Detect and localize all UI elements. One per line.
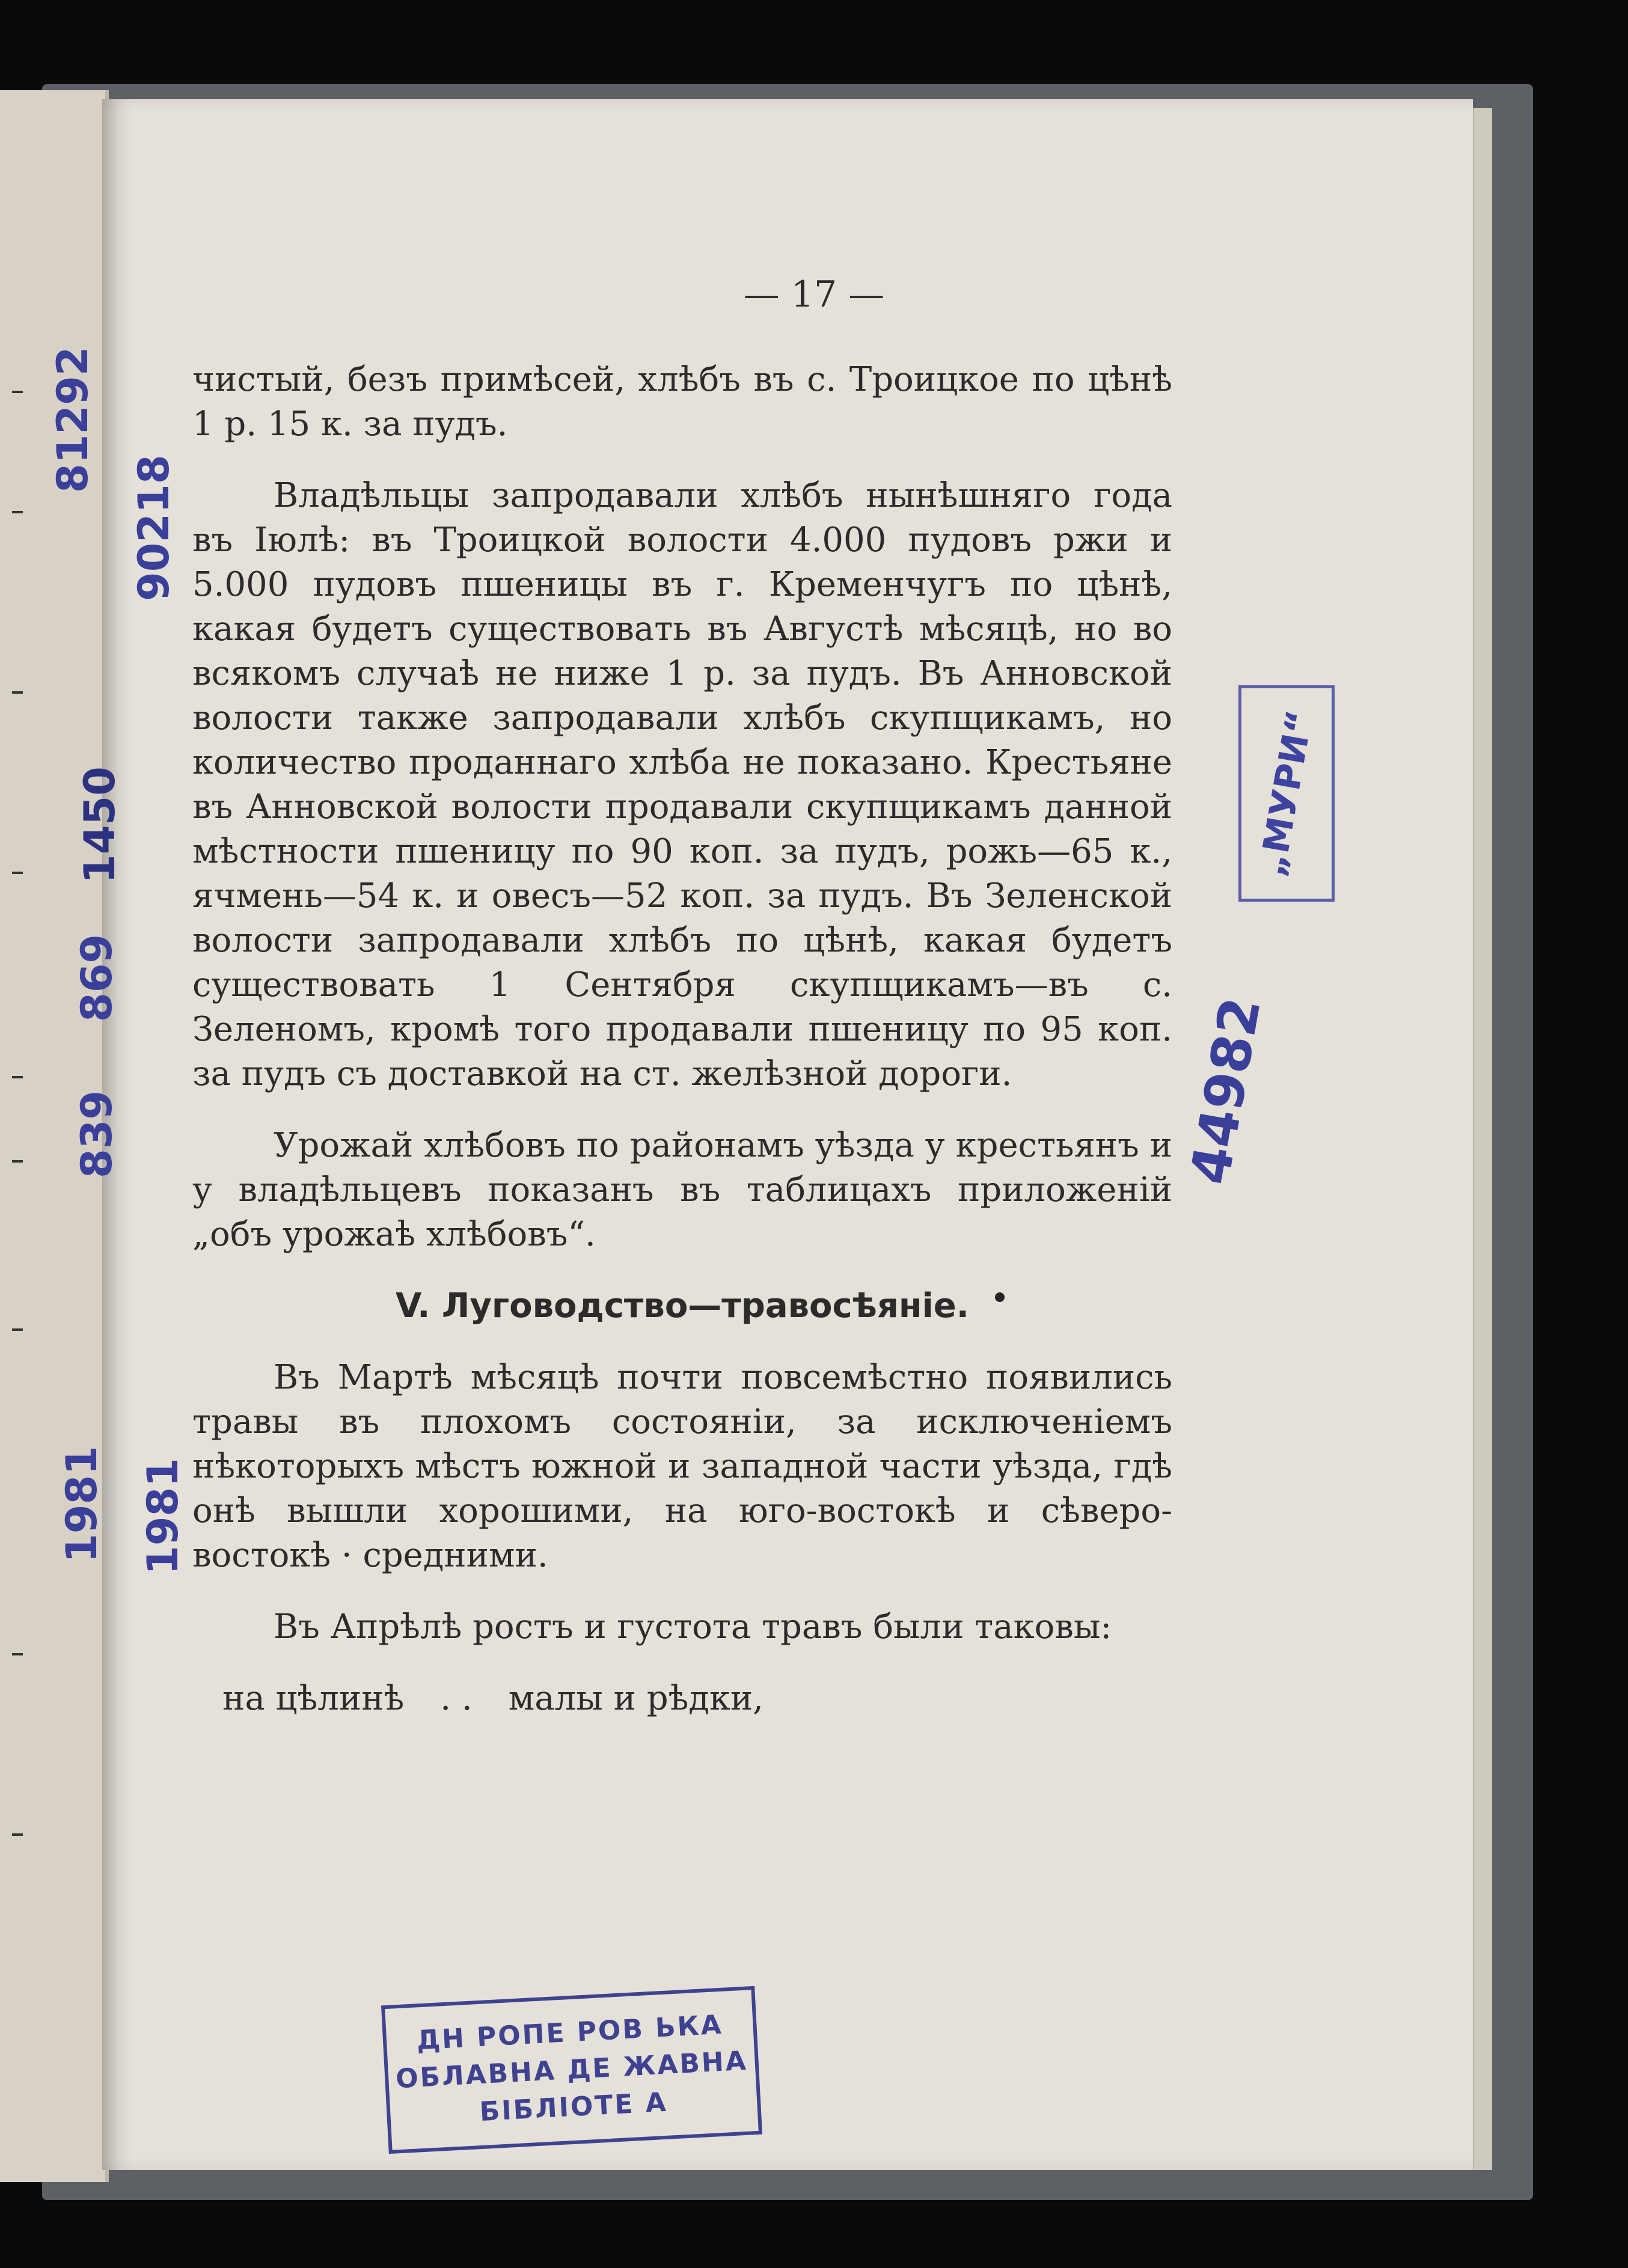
- left-page-mark: [12, 1653, 23, 1655]
- margin-note: 869: [72, 934, 121, 1022]
- paragraph: Урожай хлѣбовъ по районамъ уѣзда у крестьянъ и у владѣльцевъ показанъ въ таблицахъ приложеній „объ урожаѣ хлѣбовъ“.: [192, 1126, 1172, 1254]
- paragraph: чистый, безъ примѣсей, хлѣбъ въ с. Троицкое по цѣнѣ 1 р. 15 к. за пудъ.: [192, 360, 1172, 444]
- margin-note: 81292: [48, 346, 97, 493]
- paragraph: Въ Апрѣлѣ ростъ и густота травъ были таковы:: [274, 1607, 1112, 1646]
- left-page-mark: [12, 1328, 23, 1331]
- library-stamp-line: БІБЛІОТЕ А: [479, 2086, 669, 2127]
- left-page-mark: [12, 872, 23, 874]
- margin-note: 1450: [75, 766, 124, 884]
- table-row-label: на цѣлинѣ: [222, 1679, 405, 1718]
- page-body: [192, 358, 1172, 1721]
- margin-note: 44982: [1178, 992, 1273, 1190]
- margin-note: 90218: [129, 454, 179, 601]
- table-row-value: малы и рѣдки,: [508, 1679, 764, 1718]
- page-number: — 17 —: [743, 274, 885, 316]
- left-page-mark: [12, 511, 23, 513]
- left-page-mark: [12, 1076, 23, 1078]
- paragraph: Въ Мартѣ мѣсяцѣ почти повсемѣстно появились травы въ плохомъ состояніи, за исключеніемъ нѣкоторыхъ мѣстъ южной и западной части уѣзда, гдѣ онѣ вышли хорошими, на юго-востокѣ и сѣверо-востокѣ · средними.: [192, 1358, 1172, 1575]
- margin-note: 1981: [57, 1446, 106, 1563]
- muri-stamp-text: „МУРИ“: [1251, 707, 1322, 880]
- library-stamp-line: ОБЛАВНА ДЕ ЖАВНА: [394, 2045, 748, 2094]
- paragraph: Владѣльцы запродавали хлѣбъ нынѣшняго года въ Іюлѣ: въ Троицкой волости 4.000 пудовъ ржи и 5.000 пудовъ пшеницы въ г. Кременчугъ по цѣнѣ, какая будетъ существовать въ Августѣ мѣсяцѣ, но во всякомъ случаѣ не ниже 1 р. за пудъ. Въ Анновской волости также запродавали хлѣбъ скупщикамъ, но количество проданнаго хлѣба не показано. Крестьяне въ Анновской волости продавали скупщикамъ данной мѣстности пшеницу по 90 коп. за пудъ, рожь—65 к., ячмень—54 к. и овесъ—52 коп. за пудъ. Въ Зеленской волости запродавали хлѣбъ по цѣнѣ, какая будетъ существовать 1 Сентября скупщикамъ—въ с. Зеленомъ, кромѣ того продавали пшеницу по 95 коп. за пудъ съ доставкой на ст. желѣзной дороги.: [192, 476, 1172, 1093]
- left-page-mark: [12, 691, 23, 694]
- left-page-mark: [12, 391, 23, 393]
- library-stamp-line: ДН РОПЕ РОВ ЬКА: [415, 2009, 724, 2056]
- table-row: [192, 1677, 1172, 1721]
- margin-note: 1981: [138, 1458, 188, 1575]
- table-row-dots: . .: [440, 1679, 473, 1718]
- section-heading: V. Луговодство—травосѣяніе.: [395, 1286, 970, 1325]
- left-page-mark: [12, 1833, 23, 1836]
- muri-stamp: [1238, 685, 1335, 902]
- margin-note: 839: [72, 1090, 121, 1178]
- page-edge: [1473, 108, 1492, 2170]
- ink-dot: [995, 1292, 1005, 1302]
- library-stamp: [381, 1986, 762, 2154]
- left-page-mark: [12, 1160, 23, 1163]
